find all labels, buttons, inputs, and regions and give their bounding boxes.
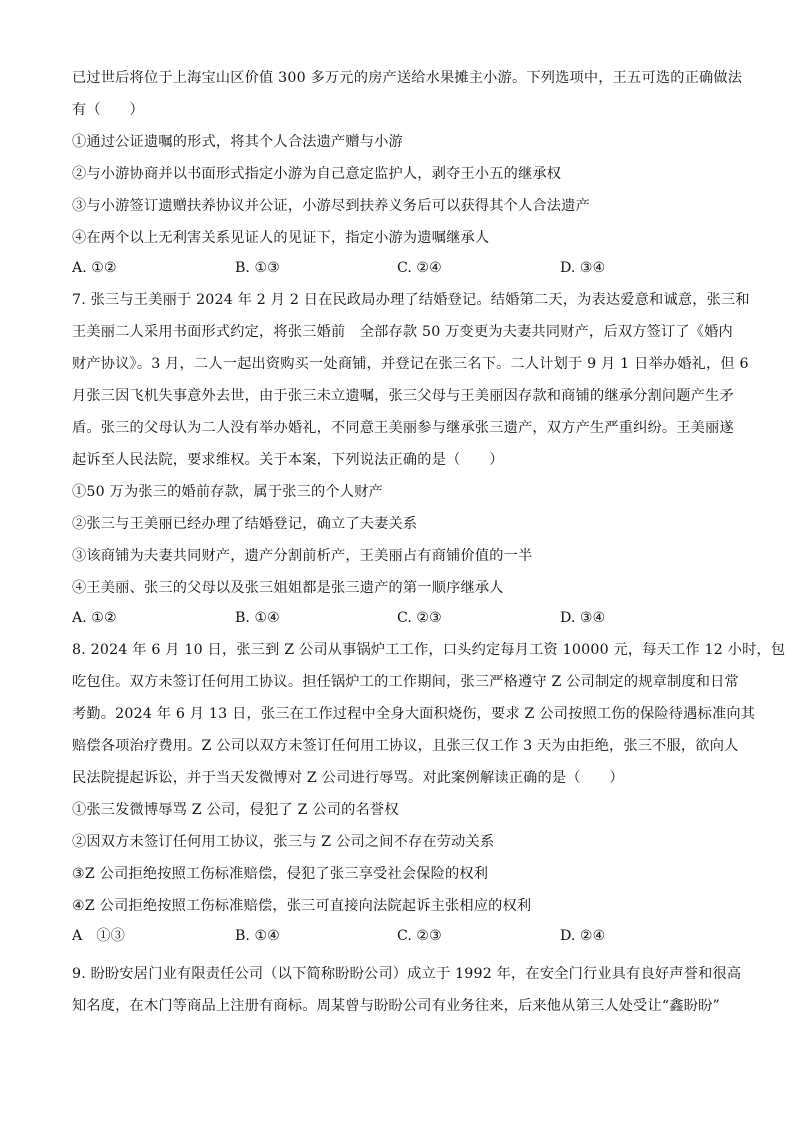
q8-statement-4: ④Z 公司拒绝按照工伤标准赔偿，张三可直接向法院起诉主张相应的权利 bbox=[72, 898, 532, 914]
q8-statement-3: ③Z 公司拒绝按照工伤标准赔偿，侵犯了张三享受社会保险的权利 bbox=[72, 866, 489, 882]
q8-text-line-3: 考勤。2024 年 6 月 13 日，张三在工作过程中全身大面积烧伤，要求 Z 公司按照工伤的保险待遇标准向其 bbox=[72, 706, 756, 722]
q6-statement-2: ②与小游协商并以书面形式指定小游为自己意定监护人，剥夺王小五的继承权 bbox=[72, 166, 562, 182]
q8-text-line-5: 民法院提起诉讼，并于当天发微博对 Z 公司进行辱骂。对此案例解读正确的是（ ） bbox=[72, 770, 624, 786]
q6-statement-4: ④在两个以上无利害关系见证人的见证下，指定小游为遗嘱继承人 bbox=[72, 230, 490, 246]
q7-option-a[interactable]: A. ①② bbox=[72, 610, 117, 626]
q7-text-line-6: 起诉至人民法院，要求维权。关于本案，下列说法正确的是（ ） bbox=[72, 452, 504, 468]
q6-option-a[interactable]: A. ①② bbox=[72, 260, 117, 276]
q7-text-line-5: 盾。张三的父母认为二人没有举办婚礼，不同意王美丽参与继承张三遗产，双方产生严重纠纷。王美丽遂 bbox=[72, 420, 734, 436]
q7-text-line-4: 月张三因飞机失事意外去世，由于张三未立遗嘱，张三父母与王美丽因存款和商铺的继承分割问题产生矛 bbox=[72, 388, 734, 404]
q7-text-line-1: 7. 张三与王美丽于 2024 年 2 月 2 日在民政局办理了结婚登记。结婚第二天，为表达爱意和诚意，张三和 bbox=[72, 292, 750, 308]
q9-text-line-2: 知名度，在木门等商品上注册有商标。周某曾与盼盼公司有业务往来，后来他从第三人处受让“鑫盼盼” bbox=[72, 998, 720, 1014]
q6-statement-1: ①通过公证遗嘱的形式，将其个人合法遗产赠与小游 bbox=[72, 134, 403, 150]
q7-text-line-2: 王美丽二人采用书面形式约定，将张三婚前 全部存款 50 万变更为夫妻共同财产，后双方签订了《婚内 bbox=[72, 324, 733, 340]
q8-statement-1: ①张三发微博辱骂 Z 公司，侵犯了 Z 公司的名誉权 bbox=[72, 802, 399, 818]
q6-text-line-1: 已过世后将位于上海宝山区价值 300 多万元的房产送给水果摊主小游。下列选项中，王五可选的正确做法 bbox=[72, 70, 743, 86]
q7-statement-4: ④王美丽、张三的父母以及张三姐姐都是张三遗产的第一顺序继承人 bbox=[72, 580, 504, 596]
q6-text-line-2: 有（ ） bbox=[72, 102, 144, 118]
q7-statement-3: ③该商铺为夫妻共同财产，遗产分割前析产，王美丽占有商铺价值的一半 bbox=[72, 548, 533, 564]
q8-statement-2: ②因双方未签订任何用工协议，张三与 Z 公司之间不存在劳动关系 bbox=[72, 834, 495, 850]
q7-statement-1: ①50 万为张三的婚前存款，属于张三的个人财产 bbox=[72, 484, 383, 500]
q6-option-b[interactable]: B. ①③ bbox=[235, 260, 280, 276]
q7-option-b[interactable]: B. ①④ bbox=[235, 610, 280, 626]
q8-options bbox=[72, 926, 722, 946]
q6-statement-3: ③与小游签订遗赠扶养协议并公证，小游尽到扶养义务后可以获得其个人合法遗产 bbox=[72, 198, 590, 214]
q8-option-c[interactable]: C. ②③ bbox=[397, 928, 442, 944]
q7-option-c[interactable]: C. ②③ bbox=[397, 610, 442, 626]
q8-option-b[interactable]: B. ①④ bbox=[235, 928, 280, 944]
q6-option-c[interactable]: C. ②④ bbox=[397, 260, 442, 276]
q7-text-line-3: 财产协议》。3 月，二人一起出资购买一处商铺，并登记在张三名下。二人计划于 9 月 1 日举办婚礼，但 6 bbox=[72, 356, 749, 372]
q6-option-d[interactable]: D. ③④ bbox=[560, 260, 606, 276]
q8-option-a[interactable]: A ①③ bbox=[72, 928, 125, 944]
q7-statement-2: ②张三与王美丽已经办理了结婚登记，确立了夫妻关系 bbox=[72, 516, 418, 532]
q8-option-d[interactable]: D. ②④ bbox=[560, 928, 606, 944]
q7-option-d[interactable]: D. ③④ bbox=[560, 610, 606, 626]
q7-options bbox=[72, 608, 722, 628]
q8-text-line-2: 吃包住。双方未签订任何用工协议。担任锅炉工的工作期间，张三严格遵守 Z 公司制定的规章制度和日常 bbox=[72, 674, 739, 690]
q9-text-line-1: 9. 盼盼安居门业有限责任公司（以下简称盼盼公司）成立于 1992 年，在安全门行业具有良好声誉和很高 bbox=[72, 966, 742, 982]
q6-options bbox=[72, 258, 722, 278]
q8-text-line-4: 赔偿各项治疗费用。Z 公司以双方未签订任何用工协议，且张三仅工作 3 天为由拒绝，张三不服，欲向人 bbox=[72, 738, 739, 754]
q8-text-line-1: 8. 2024 年 6 月 10 日，张三到 Z 公司从事锅炉工工作，口头约定每月工资 10000 元，每天工作 12 小时，包 bbox=[72, 642, 786, 658]
